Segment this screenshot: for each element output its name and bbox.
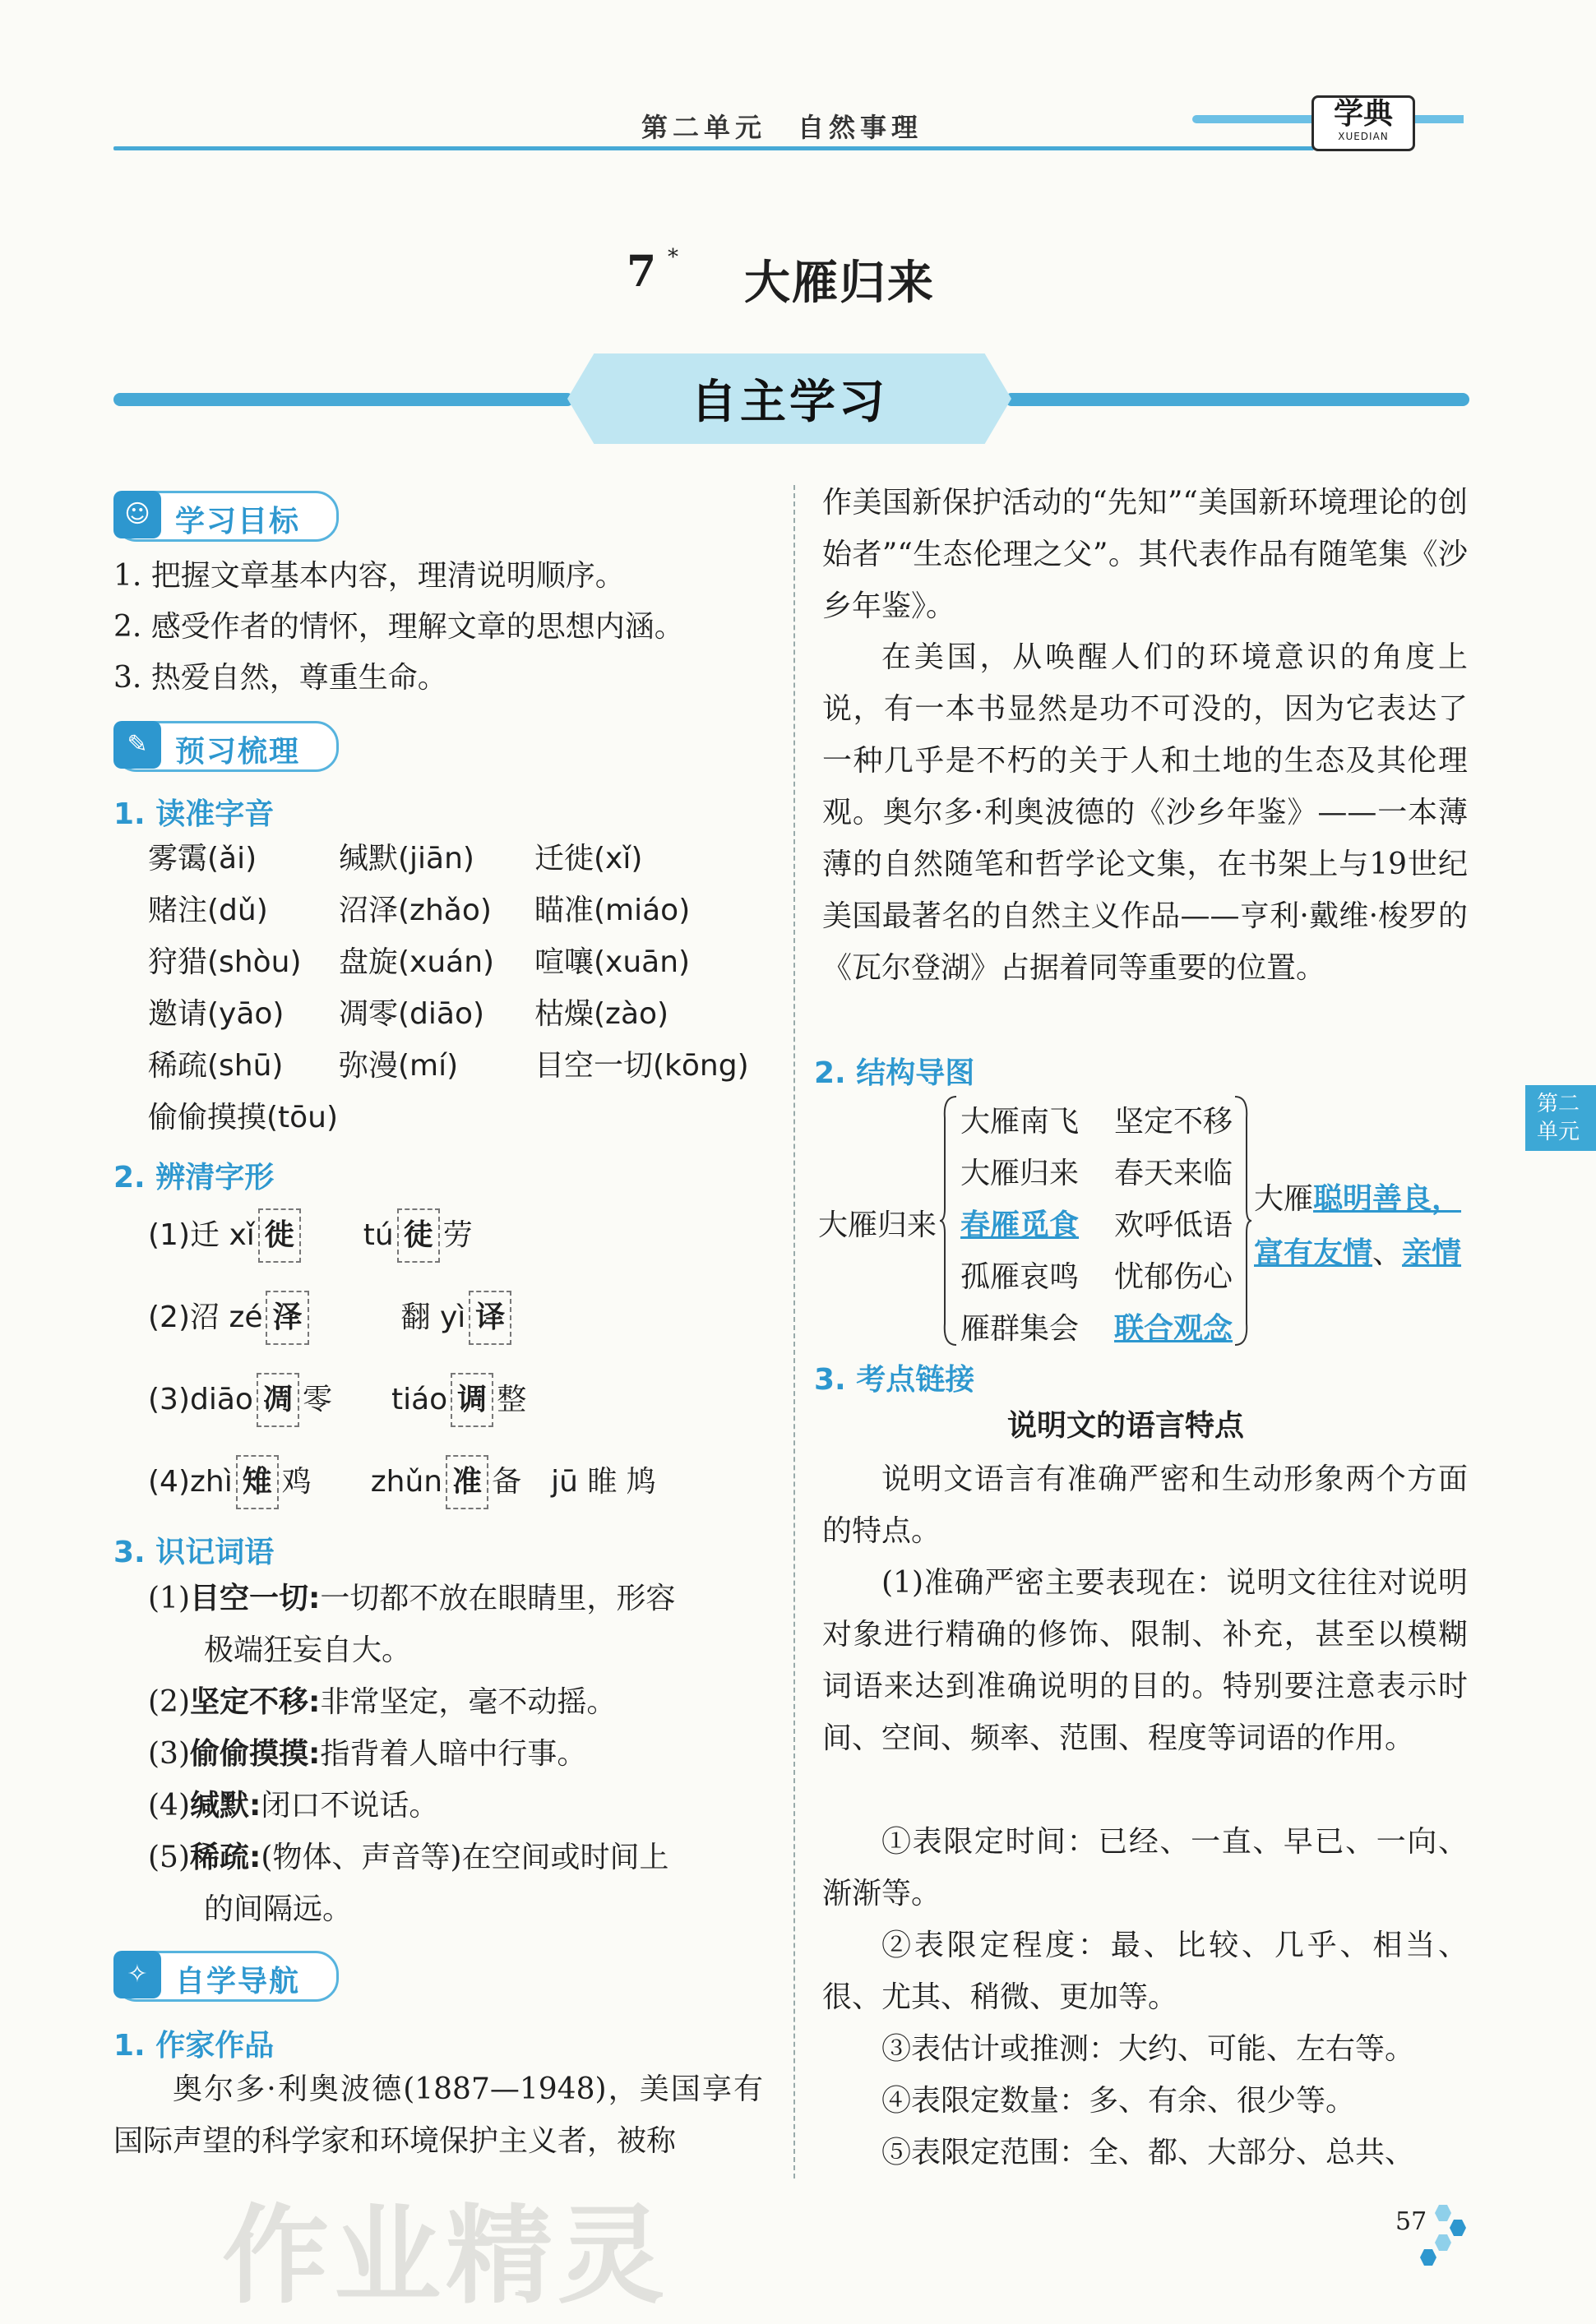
word-item-4: (4)缄默:闭口不说话。 <box>148 1789 439 1823</box>
structure-summary-2: 富有友情、亲情 <box>1254 1236 1462 1270</box>
lesson-star: * <box>668 245 678 270</box>
decor-hex-4 <box>1420 2249 1436 2266</box>
logo: 学典 XUEDIAN <box>1311 95 1415 151</box>
lesson-number: 7 <box>627 247 657 297</box>
decor-hex-3 <box>1435 2234 1451 2251</box>
lesson-title: 大雁归来 <box>744 256 935 310</box>
goal-item-3: 3. 热爱自然，尊重生命。 <box>113 661 447 695</box>
word-item-2: (2)坚定不移:非常坚定，毫不动摇。 <box>148 1685 617 1719</box>
telescope-icon: ✧ <box>113 1951 161 1998</box>
shape-row-2: (2)沼 zé 泽 翻 yì 译 <box>148 1291 515 1345</box>
pron-4-3: 枯燥(zào) <box>534 997 669 1031</box>
lang-title: 说明文的语言特点 <box>1007 1409 1245 1443</box>
page-number: 57 <box>1395 2207 1427 2236</box>
link-title: 3. 考点链接 <box>814 1363 975 1397</box>
word-item-1: (1)目空一切:一切都不放在眼睛里，形容 <box>148 1582 676 1615</box>
structure-left-5: 雁群集会 <box>960 1312 1080 1346</box>
words-title: 3. 识记词语 <box>113 1536 275 1569</box>
structure-brace-left <box>940 1093 958 1348</box>
pron-5-1: 稀疏(shū) <box>148 1049 284 1083</box>
pron-2-1: 赌注(dǔ) <box>148 894 268 927</box>
structure-title: 2. 结构导图 <box>814 1056 975 1090</box>
header-rule <box>113 146 1314 150</box>
author-paragraph-right: 作美国新保护活动的“先知”“美国新环境理论的创始者”“生态伦理之父”。其代表作品有随笔集《沙乡年鉴》。 <box>822 486 1468 623</box>
structure-root: 大雁归来 <box>818 1208 937 1242</box>
word-item-5-cont: 的间隔远。 <box>204 1892 353 1926</box>
shapes-title: 2. 辨清字形 <box>113 1161 275 1194</box>
pron-5-2: 弥漫(mí) <box>339 1049 459 1083</box>
person-icon: ☺ <box>113 491 161 538</box>
structure-right-3: 欢呼低语 <box>1114 1208 1233 1242</box>
structure-left-1: 大雁南飞 <box>960 1105 1080 1139</box>
word-item-1-cont: 极端狂妄自大。 <box>204 1633 412 1667</box>
structure-right-2: 春天来临 <box>1114 1157 1233 1190</box>
lang-item-1: ①表限定时间：已经、一直、早已、一向、渐渐等。 <box>822 1825 1468 1910</box>
lang-item-5: ⑤表限定范围：全、都、大部分、总共、 <box>881 2136 1415 2169</box>
decor-hex-2 <box>1450 2220 1466 2236</box>
pron-3-1: 狩猎(shòu) <box>148 945 302 979</box>
structure-left-4: 孤雁哀鸣 <box>960 1260 1080 1294</box>
shape-row-3: (3)diāo 凋 零 tiáo 调 整 <box>148 1373 526 1427</box>
author-title: 1. 作家作品 <box>113 2029 275 2063</box>
banner-rule-right <box>1005 393 1469 406</box>
goals-badge: ☺ 学习目标 <box>113 491 339 542</box>
structure-right-4: 忧郁伤心 <box>1114 1260 1233 1294</box>
decor-hex-1 <box>1435 2205 1451 2221</box>
pron-4-2: 凋零(diāo) <box>339 997 485 1031</box>
lang-paragraph-2: (1)准确严密主要表现在：说明文往往对说明对象进行精确的修饰、限制、补充，甚至以模糊词语来达到准确说明的目的。特别要注意表示时间、空间、频率、范围、程度等词语的作用。 <box>822 1566 1468 1755</box>
pencil-icon: ✎ <box>113 721 161 769</box>
pron-6-1: 偷偷摸摸(tōu) <box>148 1101 339 1134</box>
author-paragraph-left: 奥尔多·利奥波德(1887—1948)，美国享有国际声望的科学家和环境保护主义者，被称 <box>113 2072 763 2158</box>
structure-right-1: 坚定不移 <box>1114 1105 1233 1139</box>
guide-badge: ✧ 自学导航 <box>113 1951 339 2002</box>
pron-3-3: 喧嚷(xuān) <box>534 945 691 979</box>
structure-right-5: 联合观念 <box>1114 1311 1233 1346</box>
structure-summary: 大雁聪明善良， <box>1254 1181 1462 1216</box>
pronounce-title: 1. 读准字音 <box>113 797 275 831</box>
word-item-5: (5)稀疏:(物体、声音等)在空间或时间上 <box>148 1841 669 1874</box>
shape-row-1: (1)迁 xǐ 徙 tú 徒 劳 <box>148 1208 473 1263</box>
pron-1-1: 雾霭(ǎi) <box>148 842 257 876</box>
pron-1-2: 缄默(jiān) <box>339 842 474 876</box>
pron-2-3: 瞄准(miáo) <box>534 894 691 927</box>
goal-item-1: 1. 把握文章基本内容，理清说明顺序。 <box>113 559 625 593</box>
pron-5-3: 目空一切(kōng) <box>534 1049 749 1083</box>
pron-3-2: 盘旋(xuán) <box>339 945 495 979</box>
structure-left-2: 大雁归来 <box>960 1157 1080 1190</box>
shape-row-4: (4)zhì 雉 鸡 zhǔn 准 备 jū 睢 鸠 <box>148 1455 656 1509</box>
lang-paragraph-1: 说明文语言有准确严密和生动形象两个方面的特点。 <box>822 1462 1468 1548</box>
lang-item-4: ④表限定数量：多、有余、很少等。 <box>881 2084 1356 2118</box>
unit-header: 第二单元 自然事理 <box>641 112 923 143</box>
lang-item-2: ②表限定程度：最、比较、几乎、相当、很、尤其、稍微、更加等。 <box>822 1929 1468 2014</box>
pron-2-2: 沼泽(zhǎo) <box>339 894 492 927</box>
banner-rule-left <box>113 393 574 406</box>
word-item-3: (3)偷偷摸摸:指背着人暗中行事。 <box>148 1737 587 1771</box>
author-paragraph-2: 在美国，从唤醒人们的环境意识的角度上说，有一本书显然是功不可没的，因为它表达了一种几乎是不朽的关于人和土地的生态及其伦理观。奥尔多·利奥波德的《沙乡年鉴》——一本薄薄的自然随笔和哲学论文集，在书架上与19世纪美国最著名的自然主义作品——亨利·戴维·梭罗的《瓦尔登湖》占据着同等重要的位置。 <box>822 640 1468 985</box>
structure-left-3: 春雁觅食 <box>960 1208 1080 1242</box>
lang-item-3: ③表估计或推测：大约、可能、左右等。 <box>881 2032 1415 2066</box>
unit-side-tab: 第二单元 <box>1525 1085 1596 1151</box>
goal-item-2: 2. 感受作者的情怀，理解文章的思想内涵。 <box>113 610 684 644</box>
structure-brace-right <box>1233 1093 1251 1348</box>
preview-badge: ✎ 预习梳理 <box>113 721 339 772</box>
banner-title: 自主学习 <box>691 376 888 429</box>
watermark-bottom: 作业精灵 <box>222 2193 670 2318</box>
column-divider <box>793 485 795 2178</box>
pron-1-3: 迁徙(xǐ) <box>534 842 643 876</box>
pron-4-1: 邀请(yāo) <box>148 997 285 1031</box>
